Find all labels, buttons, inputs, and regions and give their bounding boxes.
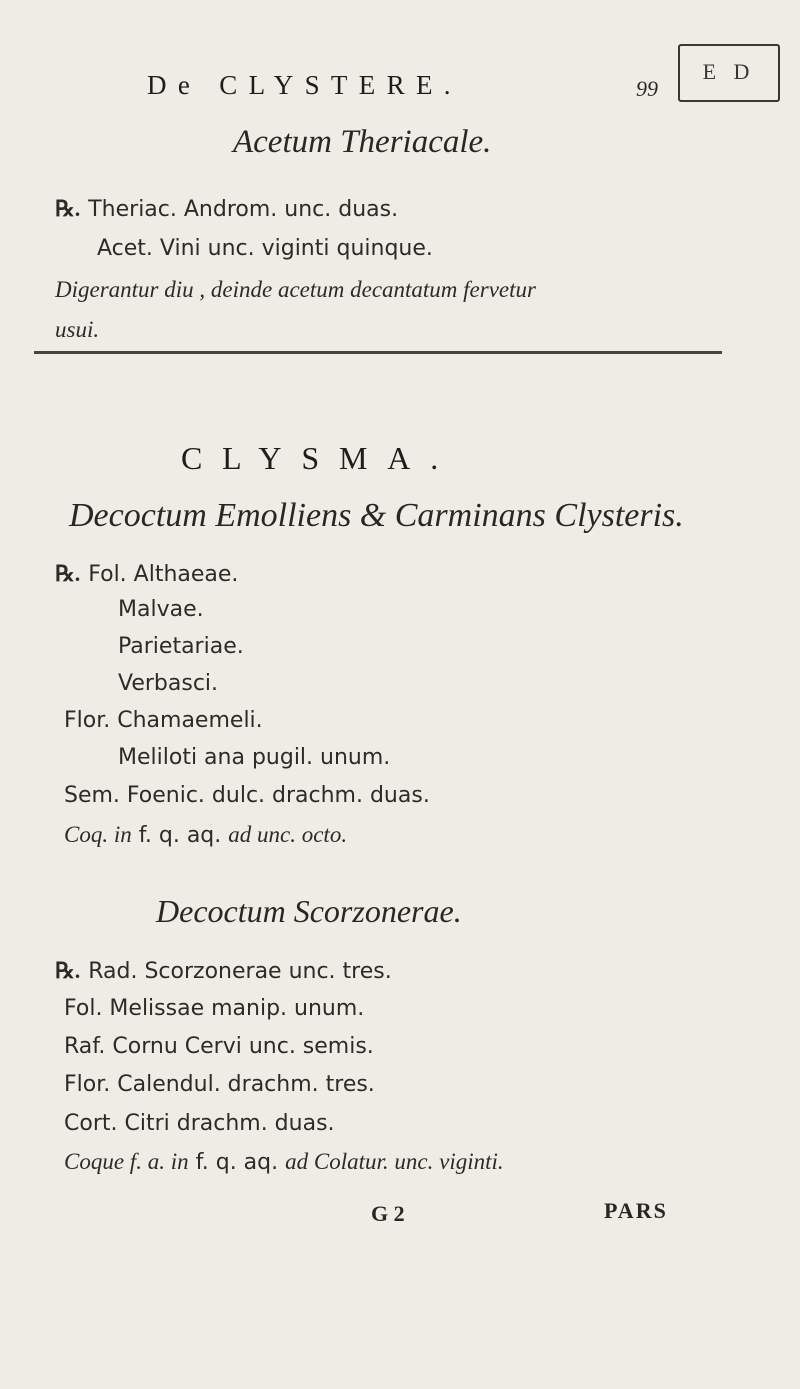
recipe-line: Meliloti ana pugil. unum. bbox=[118, 745, 391, 770]
recipe-line: ℞. Fol. Althaeae. bbox=[55, 561, 239, 587]
recipe-instruction: Coque f. a. in f. q. aq. ad Colatur. unc. viginti. bbox=[64, 1149, 504, 1175]
recipe-instruction: usui. bbox=[55, 317, 100, 342]
recipe-line: Flor. Calendul. drachm. tres. bbox=[64, 1072, 375, 1097]
recipe-title-scorzonerae: Decoctum Scorzonerae. bbox=[156, 893, 462, 929]
recipe-line: Fol. Melissae manip. unum. bbox=[64, 996, 365, 1021]
recipe-symbol: ℞. bbox=[55, 958, 81, 983]
recipe-symbol: ℞. bbox=[55, 561, 81, 586]
recipe-line bbox=[55, 196, 398, 222]
recipe-line: Sem. Foenic. dulc. drachm. duas. bbox=[64, 783, 430, 808]
section-heading: CLYSMA. bbox=[181, 440, 459, 476]
recipe-line: Acet. Vini unc. viginti quinque. bbox=[97, 236, 433, 261]
recipe-line: Malvae. bbox=[118, 597, 204, 622]
catchword: PARS bbox=[604, 1198, 668, 1223]
recipe-line: Flor. Chamaemeli. bbox=[64, 708, 263, 733]
recipe-line: ℞. Rad. Scorzonerae unc. tres. bbox=[55, 958, 392, 984]
recipe-symbol: ℞. bbox=[55, 196, 81, 221]
recipe-title-acetum: Acetum Theriacale. bbox=[233, 124, 492, 160]
recipe-line: Raf. Cornu Cervi unc. semis. bbox=[64, 1034, 374, 1059]
section-divider bbox=[34, 351, 722, 354]
recipe-line: Verbasci. bbox=[118, 671, 219, 696]
signature-mark: G 2 bbox=[371, 1201, 405, 1226]
running-head: De CLYSTERE. bbox=[147, 70, 462, 100]
ingredient-text: Theriac. Androm. unc. duas. bbox=[88, 197, 399, 222]
recipe-line: Parietariae. bbox=[118, 634, 244, 659]
page-number: 99 bbox=[636, 76, 658, 101]
recipe-instruction: Digerantur diu , deinde acetum decantatum fervetur bbox=[55, 277, 536, 302]
library-stamp: E D bbox=[678, 44, 780, 102]
recipe-line: Cort. Citri drachm. duas. bbox=[64, 1111, 335, 1136]
recipe-title-emolliens: Decoctum Emolliens & Carminans Clysteris. bbox=[69, 497, 684, 534]
recipe-instruction: Coq. in f. q. aq. ad unc. octo. bbox=[64, 822, 348, 848]
